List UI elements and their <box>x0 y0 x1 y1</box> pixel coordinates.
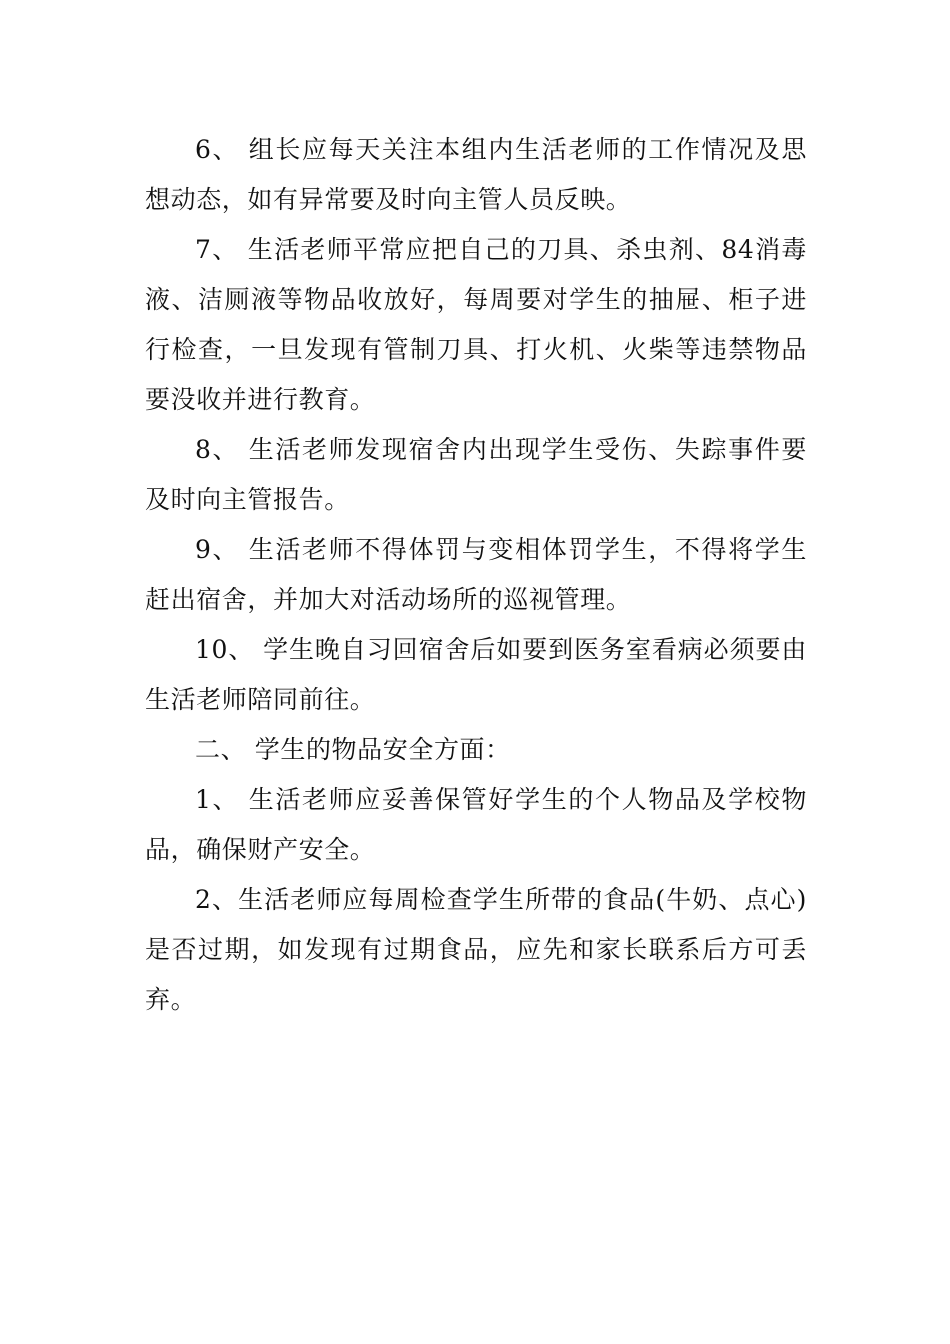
paragraph-item-9: 9、 生活老师不得体罚与变相体罚学生，不得将学生赶出宿舍，并加大对活动场所的巡视管理。 <box>145 535 807 614</box>
document-body <box>145 125 807 1025</box>
section-heading-2: 二、 学生的物品安全方面： <box>195 735 511 764</box>
paragraph-item-6: 6、 组长应每天关注本组内生活老师的工作情况及思想动态，如有异常要及时向主管人员反映。 <box>145 135 807 214</box>
paragraph-item-1: 1、 生活老师应妥善保管好学生的个人物品及学校物品，确保财产安全。 <box>145 785 807 864</box>
paragraph-item-10: 10、 学生晚自习回宿舍后如要到医务室看病必须要由生活老师陪同前往。 <box>145 635 807 714</box>
paragraph-item-7: 7、 生活老师平常应把自己的刀具、杀虫剂、84消毒液、洁厕液等物品收放好，每周要对学生的抽屉、柜子进行检查，一旦发现有管制刀具、打火机、火柴等违禁物品要没收并进行教育。 <box>145 235 807 414</box>
paragraph-item-8: 8、 生活老师发现宿舍内出现学生受伤、失踪事件要及时向主管报告。 <box>145 435 807 514</box>
paragraph-item-2: 2、生活老师应每周检查学生所带的食品(牛奶、点心)是否过期，如发现有过期食品，应先和家长联系后方可丢弃。 <box>145 885 807 1014</box>
